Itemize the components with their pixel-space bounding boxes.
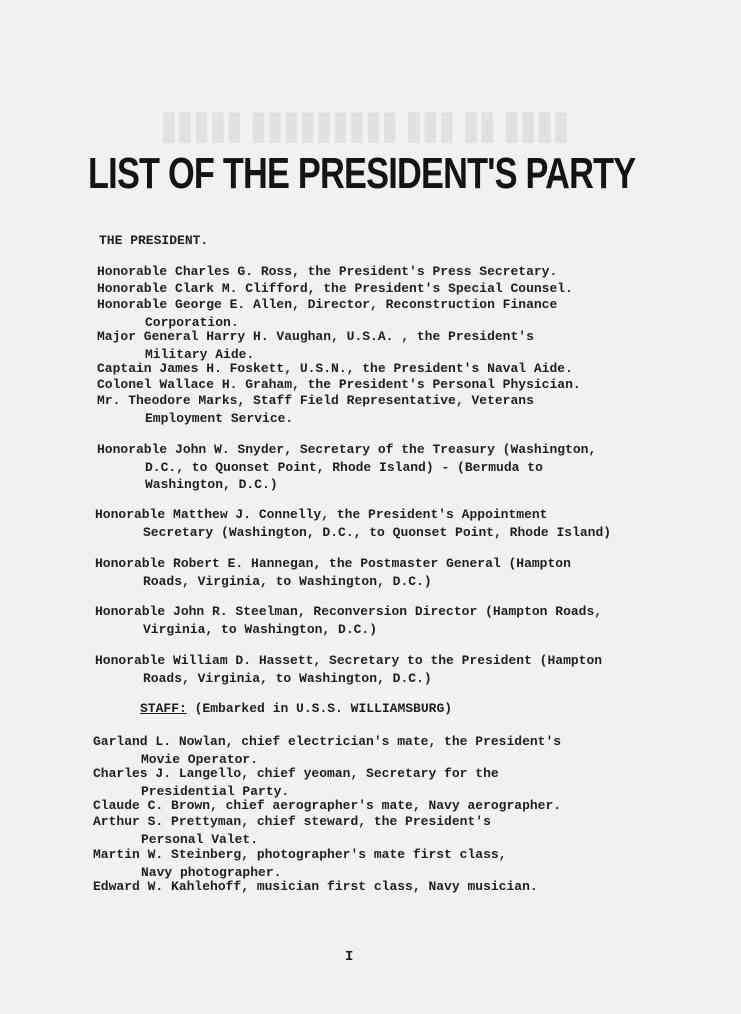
entry-line: Arthur S. Prettyman, chief steward, the President's [93,814,491,829]
list-item-kahlehoff [93,878,538,896]
entry-line: Captain James H. Foskett, U.S.N., the President's Naval Aide. [97,361,573,376]
staff-note: (Embarked in U.S.S. WILLIAMSBURG) [194,701,453,716]
list-item-graham [97,376,581,394]
entry-line-continuation: Washington, D.C.) [145,477,278,492]
list-item-hassett [95,652,602,687]
list-item-snyder [97,441,596,494]
entry-line: Charles J. Langello, chief yeoman, Secretary for the [93,766,499,781]
list-item-connelly [95,506,611,541]
entry-line: Mr. Theodore Marks, Staff Field Representative, Veterans [97,393,534,408]
page-title: LIST OF THE PRESIDENT'S PARTY [88,149,636,198]
section-heading-president: THE PRESIDENT. [99,233,209,248]
entry-line-continuation: Corporation. [145,314,239,330]
entry-line: Honorable John R. Steelman, Reconversion Director (Hampton Roads, [95,604,603,619]
entry-line-continuation: Personal Valet. [141,831,259,847]
list-item-ross [97,263,557,281]
entry-line: Colonel Wallace H. Graham, the President's Personal Physician. [97,377,581,392]
entry-line-continuation: Virginia, to Washington, D.C.) [143,621,378,637]
list-item-vaughan [97,328,534,363]
entry-line-continuation: Secretary (Washington, D.C., to Quonset Point, Rhode Island) [143,524,612,540]
entry-line-continuation: Military Aide. [145,346,255,362]
entry-line: Major General Harry H. Vaughan, U.S.A. , the President's [97,329,534,344]
section-heading-staff [140,700,452,718]
entry-line: Honorable Robert E. Hannegan, the Postmaster General (Hampton [95,556,571,571]
entry-line: Claude C. Brown, chief aerographer's mate, Navy aerographer. [93,798,562,813]
entry-line-continuation: Navy photographer. [141,864,282,880]
entry-line: Honorable John W. Snyder, Secretary of the Treasury (Washington, [97,442,597,457]
list-item-nowlan [93,733,561,768]
entry-line-continuation: D.C., to Quonset Point, Rhode Island) - (Bermuda to [145,459,543,475]
list-item-steelman [95,603,602,638]
list-item-langello [93,765,499,800]
list-item-brown [93,797,561,815]
list-item-foskett [97,360,573,378]
entry-line: Honorable Clark M. Clifford, the President's Special Counsel. [97,281,573,296]
list-item-steinberg [93,846,506,881]
entry-line-continuation: Movie Operator. [141,751,259,767]
list-item-marks [97,392,534,427]
entry-line: Garland L. Nowlan, chief electrician's mate, the President's [93,734,562,749]
entry-line-continuation: Roads, Virginia, to Washington, D.C.) [143,670,432,686]
entry-line: Martin W. Steinberg, photographer's mate first class, [93,847,507,862]
list-item-prettyman [93,813,491,848]
entry-line-continuation: Roads, Virginia, to Washington, D.C.) [143,573,432,589]
entry-line: Honorable Charles G. Ross, the President's Press Secretary. [97,264,558,279]
entry-line: Edward W. Kahlehoff, musician first class, Navy musician. [93,879,538,894]
bleed-through-title: ▮▮▮▮ ▮▮ ▮▮▮ ▮▮▮▮▮▮▮▮▮ ▮▮▮▮▮ [160,103,570,147]
page-number: I [345,949,354,965]
list-item-hannegan [95,555,571,590]
list-item-allen [97,296,557,331]
entry-line: Honorable Matthew J. Connelly, the President's Appointment [95,507,548,522]
entry-line-continuation: Presidential Party. [141,783,290,799]
entry-line-continuation: Employment Service. [145,410,294,426]
entry-line: Honorable George E. Allen, Director, Reconstruction Finance [97,297,558,312]
list-item-clifford [97,280,573,298]
entry-line: Honorable William D. Hassett, Secretary to the President (Hampton [95,653,603,668]
staff-label: STAFF: [140,701,187,716]
